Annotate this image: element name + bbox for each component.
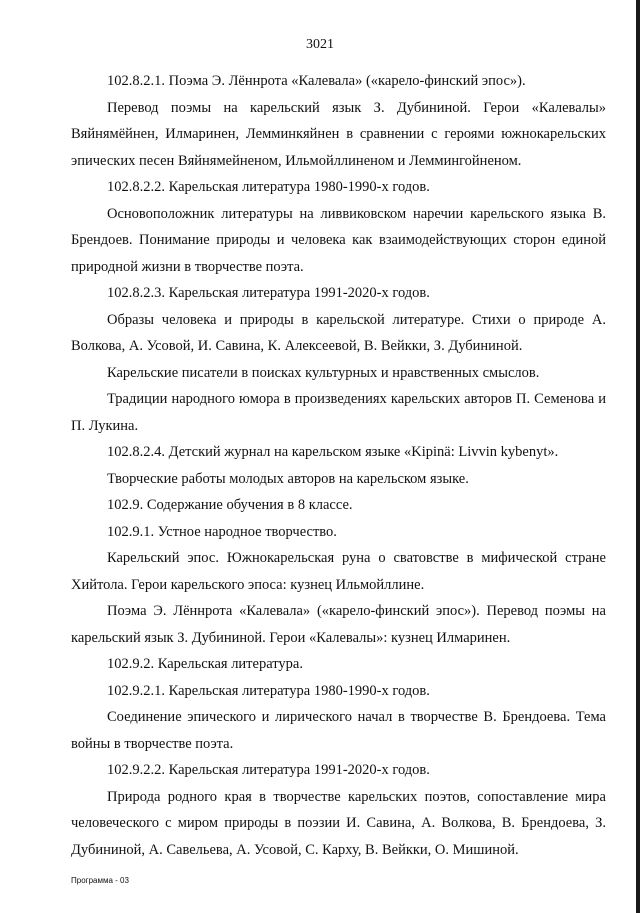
- paragraph: Соединение эпического и лирического начал в творчестве В. Брендоева. Тема войны в творчестве поэта.: [71, 709, 606, 752]
- paragraph: 102.9.2.2. Карельская литература 1991-2020-х годов.: [107, 762, 430, 778]
- paragraph: Образы человека и природы в карельской литературе. Стихи о природе А. Волкова, А. Усовой, И. Савина, К. Алексеевой, В. Вейкки, З. Дубининой.: [71, 311, 606, 354]
- paragraph: 102.8.2.2. Карельская литература 1980-1990-х годов.: [107, 179, 430, 195]
- paragraph: Традиции народного юмора в произведениях карельских авторов П. Семенова и П. Лукина.: [71, 391, 606, 434]
- scan-edge: [636, 0, 640, 913]
- paragraph: Основоположник литературы на ливвиковском наречии карельского языка В. Брендоев. Понимание природы и человека как взаимодействующих сторон единой природной жизни в творчестве поэта.: [71, 205, 606, 275]
- paragraph: 102.8.2.3. Карельская литература 1991-2020-х годов.: [107, 285, 430, 301]
- paragraph: Карельский эпос. Южнокарельская руна о сватовстве в мифической стране Хийтола. Герои карельского эпоса: кузнец Ильмойллине.: [71, 550, 606, 593]
- page-number: 3021: [306, 37, 334, 52]
- paragraph: Творческие работы молодых авторов на карельском языке.: [107, 470, 469, 487]
- paragraph: 102.8.2.1. Поэма Э. Лённрота «Калевала» («карело-финский эпос»).: [107, 73, 526, 89]
- paragraph: Карельские писатели в поисках культурных и нравственных смыслов.: [107, 364, 540, 381]
- paragraph: Перевод поэмы на карельский язык З. Дубининой. Герои «Калевалы» Вяйнямёйнен, Илмаринен, Лемминкяйнен в сравнении с героями южнокарельских эпических песен Вяйнямейненом, Ильмойллиненом и Леммингойненом.: [71, 99, 606, 169]
- paragraph: 102.9.2.1. Карельская литература 1980-1990-х годов.: [107, 682, 430, 699]
- page-body: [71, 68, 606, 863]
- paragraph: Природа родного края в творчестве карельских поэтов, сопоставление мира человеческого с миром природы в поэзии И. Савина, А. Волкова, В. Брендоева, З. Дубининой, А. Савельева, А. Усовой, С. Карху, В. Вейкки, О. Мишиной.: [71, 788, 606, 858]
- paragraph: 102.8.2.4. Детский журнал на карельском языке «Kipinä: Livvin kybenyt».: [107, 444, 559, 460]
- paragraph: Поэма Э. Лённрота «Калевала» («карело-финский эпос»). Перевод поэмы на карельский язык З. Дубининой. Герои «Калевалы»: кузнец Илмаринен.: [71, 603, 606, 646]
- footer-label: Программа - 03: [71, 876, 129, 885]
- paragraph: 102.9.1. Устное народное творчество.: [107, 523, 337, 540]
- paragraph: 102.9. Содержание обучения в 8 классе.: [107, 497, 353, 513]
- paragraph: 102.9.2. Карельская литература.: [107, 656, 303, 672]
